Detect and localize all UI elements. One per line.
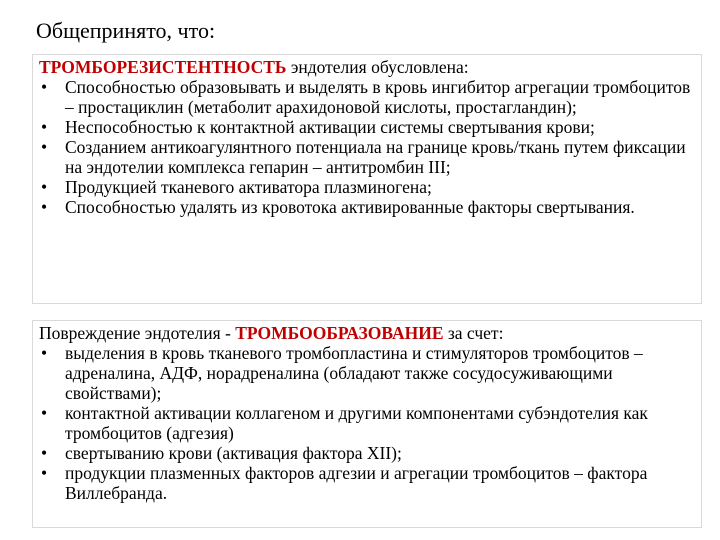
list-item (37, 343, 697, 403)
section1-heading (37, 57, 697, 77)
section1-heading-rest: эндотелия обусловлена: (286, 57, 469, 77)
bullet-icon: • (41, 177, 48, 197)
list-item-text: Способностью удалять из кровотока активированные факторы свертывания. (65, 197, 635, 217)
bullet-icon: • (41, 197, 48, 217)
bullet-icon: • (41, 117, 48, 137)
section2-prefix: Повреждение эндотелия - (39, 323, 236, 343)
bullet-icon: • (41, 463, 48, 483)
section2-highlight: ТРОМБООБРАЗОВАНИЕ (235, 323, 444, 343)
bullet-icon: • (41, 137, 48, 157)
list-item (37, 443, 697, 463)
list-item (37, 463, 697, 503)
list-item-text: Продукцией тканевого активатора плазминогена; (65, 177, 432, 197)
list-item (37, 177, 697, 197)
tromboresistance-textbox (32, 54, 702, 304)
section1-highlight: ТРОМБОРЕЗИСТЕНТНОСТЬ (39, 57, 287, 77)
list-item (37, 77, 697, 117)
list-item (37, 403, 697, 443)
list-item-text: Способностью образовывать и выделять в кровь ингибитор агрегации тромбоцитов – простациклин (метаболит арахидоновой кислоты, простагландин); (65, 77, 691, 117)
section1-list (37, 77, 697, 217)
list-item-text: выделения в кровь тканевого тромбопластина и стимуляторов тромбоцитов – адреналина, АДФ, норадреналина (обладают также сосудосуживающими свойствами); (65, 343, 643, 403)
list-item-text: продукции плазменных факторов адгезии и агрегации тромбоцитов – фактора Виллебранда. (65, 463, 648, 503)
bullet-icon: • (41, 403, 48, 423)
list-item (37, 117, 697, 137)
bullet-icon: • (41, 343, 48, 363)
section2-heading-rest: за счет: (443, 323, 504, 343)
list-item (37, 197, 697, 217)
bullet-icon: • (41, 443, 48, 463)
list-item-text: контактной активации коллагеном и другими компонентами субэндотелия как тромбоцитов (адгезия) (65, 403, 648, 443)
list-item-text: свертыванию крови (активация фактора XII); (65, 443, 402, 463)
bullet-icon: • (41, 77, 48, 97)
slide-title: Общепринято, что: (36, 18, 216, 43)
section2-heading (37, 323, 697, 343)
section2-list (37, 343, 697, 503)
list-item (37, 137, 697, 177)
thrombus-formation-textbox (32, 320, 702, 528)
list-item-text: Созданием антикоагулянтного потенциала на границе кровь/ткань путем фиксации на эндотелии комплекса гепарин – антитромбин III; (65, 137, 686, 177)
list-item-text: Неспособностью к контактной активации системы свертывания крови; (65, 117, 595, 137)
